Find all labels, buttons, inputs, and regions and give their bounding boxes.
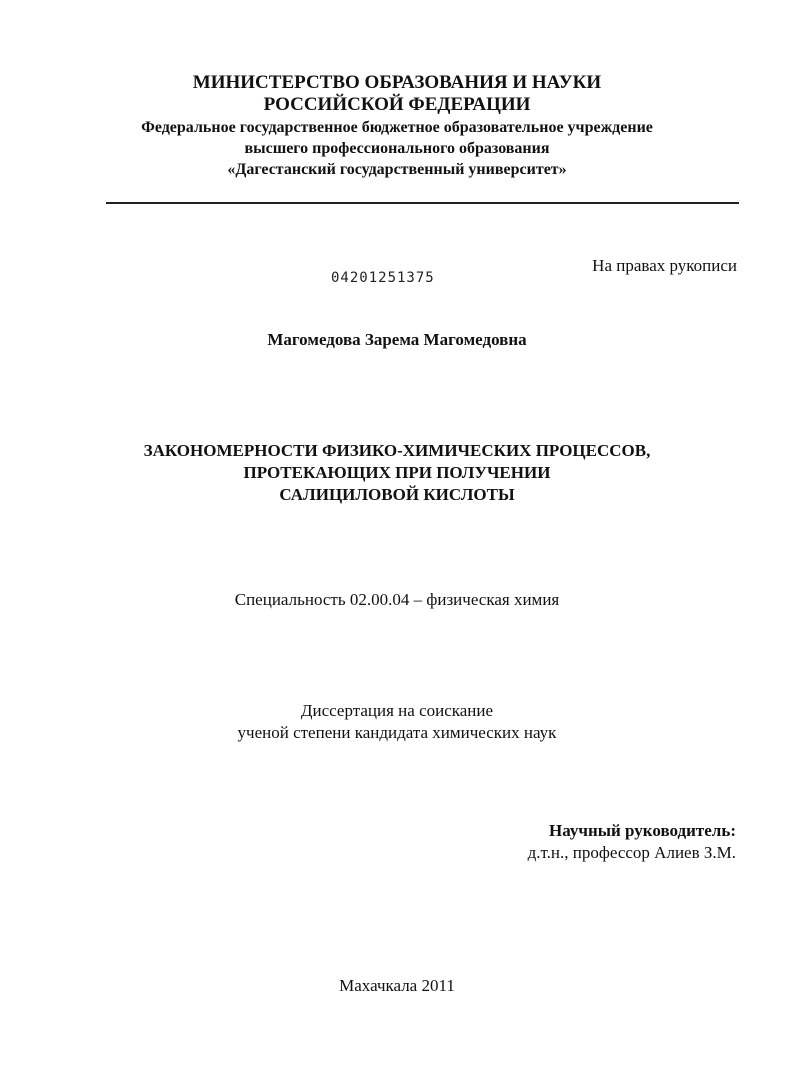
author-name: Магомедова Зарема Магомедовна bbox=[267, 330, 527, 349]
registration-number: 04201251375 bbox=[331, 270, 435, 286]
supervisor-block bbox=[528, 820, 736, 864]
dissertation-title bbox=[0, 440, 794, 506]
dissertation-statement bbox=[0, 700, 794, 744]
institution-line: «Дагестанский государственный университет» bbox=[227, 161, 567, 178]
dissertation-line: ученой степени кандидата химических наук bbox=[237, 723, 557, 742]
dissertation-line: Диссертация на соискание bbox=[300, 701, 494, 720]
title-line: ЗАКОНОМЕРНОСТИ ФИЗИКО-ХИМИЧЕСКИХ ПРОЦЕССОВ, bbox=[143, 441, 651, 460]
manuscript-note: На правах рукописи bbox=[592, 256, 737, 275]
city-year: Махачкала 2011 bbox=[339, 976, 455, 995]
ministry-header bbox=[0, 72, 794, 116]
supervisor-name: д.т.н., профессор Алиев З.М. bbox=[527, 843, 736, 862]
institution-header bbox=[0, 117, 794, 180]
institution-line: высшего профессионального образования bbox=[244, 140, 550, 157]
title-line: САЛИЦИЛОВОЙ КИСЛОТЫ bbox=[279, 485, 515, 504]
specialty: Специальность 02.00.04 – физическая химия bbox=[234, 590, 560, 609]
supervisor-label: Научный руководитель: bbox=[549, 821, 736, 840]
header-divider bbox=[106, 202, 739, 204]
ministry-line: РОССИЙСКОЙ ФЕДЕРАЦИИ bbox=[263, 94, 531, 115]
ministry-line: МИНИСТЕРСТВО ОБРАЗОВАНИЯ И НАУКИ bbox=[192, 72, 602, 93]
title-line: ПРОТЕКАЮЩИХ ПРИ ПОЛУЧЕНИИ bbox=[243, 463, 551, 482]
institution-line: Федеральное государственное бюджетное образовательное учреждение bbox=[141, 119, 653, 136]
